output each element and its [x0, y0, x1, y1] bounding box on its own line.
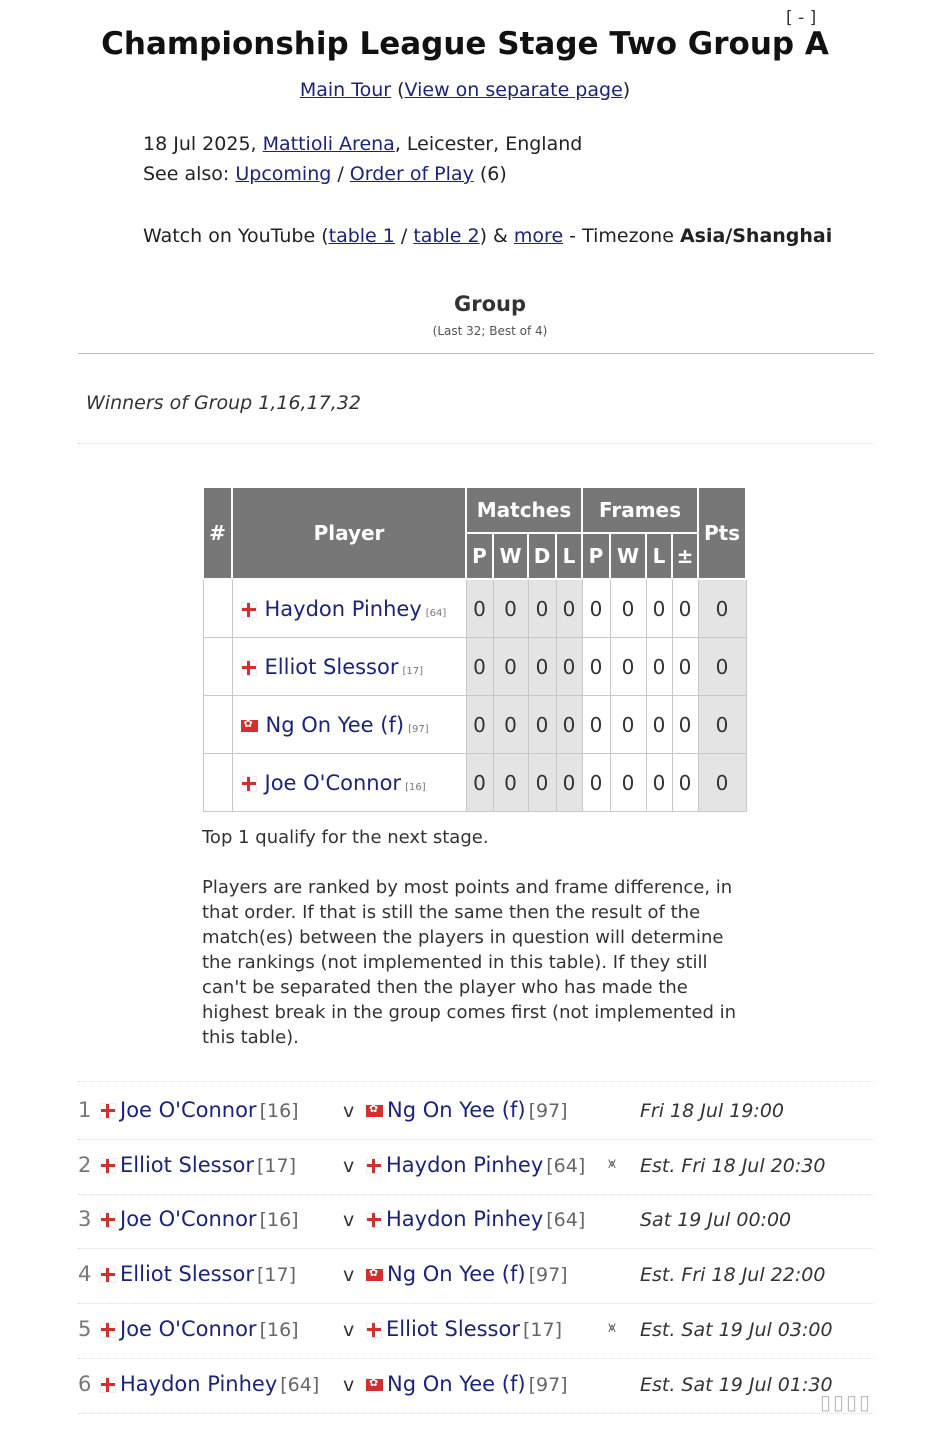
group-table [202, 486, 747, 812]
player-seed: [16] [259, 1318, 299, 1341]
player-seed: [64] [280, 1373, 320, 1396]
player-seed: [97] [408, 723, 429, 735]
match-row[interactable] [78, 1360, 874, 1414]
order-of-play-link[interactable]: Order of Play [349, 163, 474, 185]
stat-cell: 0 [493, 579, 528, 638]
table1-link[interactable]: table 1 [328, 225, 395, 247]
stat-cell: 0 [672, 579, 698, 638]
table-row [203, 696, 746, 754]
hong-kong-flag-icon [241, 720, 258, 732]
timezone-value: Asia/Shanghai [679, 225, 833, 247]
section-heading: Group [453, 292, 526, 316]
player-header: Player [232, 487, 466, 579]
stat-cell: 0 [556, 696, 582, 754]
table-row [203, 638, 746, 696]
table-row [203, 579, 746, 638]
stat-cell: 0 [646, 638, 672, 696]
england-flag-icon [100, 1267, 116, 1283]
player-one [100, 1153, 296, 1177]
frames-header: Frames [582, 487, 698, 533]
event-location: , Leicester, England [394, 133, 583, 155]
player-link[interactable]: Joe O'Connor [120, 1207, 257, 1232]
sub-header: W [610, 533, 646, 579]
player-link[interactable]: Elliot Slessor [386, 1316, 520, 1341]
stat-cell: 0 [672, 638, 698, 696]
match-time: Sat 19 Jul 00:00 [640, 1209, 792, 1232]
match-row[interactable] [78, 1141, 874, 1195]
divider [78, 443, 874, 444]
player-link[interactable]: Elliot Slessor [264, 654, 399, 679]
england-flag-icon [366, 1158, 382, 1174]
divider [78, 1081, 874, 1082]
stat-cell: 0 [610, 579, 646, 638]
subtitle: Main Tour (View on separate page) [299, 79, 631, 101]
england-flag-icon [100, 1377, 116, 1393]
player-seed: [97] [528, 1264, 568, 1287]
rank-cell [203, 638, 232, 696]
match-row[interactable] [78, 1086, 874, 1140]
sub-header: P [582, 533, 610, 579]
player-link[interactable]: Ng On Yee (f) [387, 1098, 526, 1122]
player-link[interactable]: Joe O'Connor [120, 1316, 257, 1341]
rank-cell [203, 579, 232, 638]
match-number: 1 [78, 1098, 92, 1122]
match-time: Est. Sat 19 Jul 01:30 [640, 1373, 833, 1396]
match-number: 4 [78, 1262, 92, 1287]
stat-cell: 0 [528, 638, 556, 696]
stat-cell: 0 [582, 579, 610, 638]
stat-cell: 0 [493, 696, 528, 754]
match-time: Est. Sat 19 Jul 03:00 [640, 1318, 833, 1341]
winners-note: Winners of Group 1,16,17,32 [86, 392, 361, 414]
player-link[interactable]: Ng On Yee (f) [387, 1262, 526, 1287]
player-seed: [64] [546, 1209, 586, 1232]
player-two [366, 1153, 585, 1177]
rank-cell [203, 754, 232, 812]
sub-header: D [528, 533, 556, 579]
points-cell: 0 [698, 638, 746, 696]
points-cell: 0 [698, 579, 746, 638]
page-title: Championship League Stage Two Group A [101, 26, 829, 62]
england-flag-icon [100, 1103, 116, 1119]
sub-header: ± [672, 533, 698, 579]
table2-link[interactable]: table 2 [413, 225, 480, 247]
england-flag-icon [241, 660, 257, 676]
stat-cell: 0 [672, 696, 698, 754]
hong-kong-flag-icon [366, 1379, 383, 1391]
player-seed: [17] [256, 1264, 296, 1287]
player-seed: [64] [546, 1154, 586, 1177]
player-link[interactable]: Joe O'Connor [264, 770, 402, 795]
match-number: 2 [78, 1152, 92, 1177]
watch-line: Watch on YouTube (table 1 / table 2) & more - Timezone Asia/Shanghai [143, 225, 833, 247]
stat-cell: 0 [556, 579, 582, 638]
player-two [366, 1372, 568, 1396]
player-two [366, 1207, 585, 1231]
versus-label: v [343, 1209, 355, 1232]
player-seed: [97] [528, 1373, 568, 1396]
sub-header: L [556, 533, 582, 579]
match-number: 5 [78, 1316, 92, 1341]
sub-header: W [493, 533, 528, 579]
table-icon: ⩙ [608, 1319, 616, 1336]
main-tour-link[interactable]: Main Tour [299, 79, 392, 101]
match-row[interactable] [78, 1250, 874, 1304]
player-one [100, 1372, 319, 1396]
upcoming-link[interactable]: Upcoming [235, 163, 332, 185]
player-two [366, 1098, 568, 1122]
player-seed: [17] [402, 665, 424, 677]
stat-cell: 0 [466, 754, 493, 812]
stat-cell: 0 [528, 696, 556, 754]
player-link[interactable]: Haydon Pinhey [264, 596, 422, 621]
match-time: Est. Fri 18 Jul 22:00 [640, 1264, 826, 1287]
player-link[interactable]: Ng On Yee (f) [387, 1371, 526, 1396]
player-link[interactable]: Haydon Pinhey [386, 1207, 544, 1232]
player-cell [232, 638, 466, 696]
matches-header: Matches [466, 487, 582, 533]
versus-label: v [343, 1318, 355, 1341]
player-one [100, 1262, 296, 1286]
stat-cell: 0 [556, 638, 582, 696]
england-flag-icon [100, 1322, 116, 1338]
title-row [0, 26, 930, 62]
stat-cell: 0 [528, 579, 556, 638]
player-link[interactable]: Elliot Slessor [120, 1152, 254, 1177]
player-one [100, 1098, 299, 1122]
player-cell [232, 754, 466, 812]
england-flag-icon [366, 1212, 382, 1228]
more-link[interactable]: more [513, 225, 564, 247]
match-number: 3 [78, 1207, 92, 1232]
pts-header: Pts [698, 487, 746, 579]
player-seed: [16] [259, 1209, 299, 1232]
england-flag-icon [100, 1158, 116, 1174]
player-seed: [97] [528, 1100, 568, 1122]
player-one [100, 1317, 299, 1341]
versus-label: v [343, 1264, 355, 1287]
table-row [203, 754, 746, 812]
divider [78, 1413, 874, 1414]
stat-cell: 0 [582, 696, 610, 754]
points-cell: 0 [698, 754, 746, 812]
stat-cell: 0 [582, 638, 610, 696]
player-seed: [17] [256, 1154, 296, 1177]
player-one [100, 1207, 299, 1231]
rank-cell [203, 696, 232, 754]
player-link[interactable]: Joe O'Connor [120, 1098, 257, 1122]
sub-header: L [646, 533, 672, 579]
see-also: See also: Upcoming / Order of Play (6) [143, 163, 507, 185]
rank-header: # [203, 487, 232, 579]
player-link[interactable]: Ng On Yee (f) [265, 712, 405, 737]
england-flag-icon [366, 1322, 382, 1338]
match-row[interactable] [78, 1195, 874, 1249]
stat-cell: 0 [466, 579, 493, 638]
player-cell [232, 696, 466, 754]
player-two [366, 1262, 568, 1286]
event-info [143, 133, 582, 155]
points-cell: 0 [698, 696, 746, 754]
stat-cell: 0 [672, 754, 698, 812]
player-two [366, 1317, 562, 1341]
sub-header: P [466, 533, 493, 579]
view-separate-page-link[interactable]: View on separate page [404, 79, 623, 101]
ranking-note: Players are ranked by most points and frame difference, in that order. If that is still the same then the result of the match(es) between the players in question will determine the rankings (not implemented in this table). If they still can't be separated then the player who has made the highest break in the group comes first (not implemented in this table). [202, 877, 737, 1048]
england-flag-icon [241, 776, 257, 792]
match-time: Est. Fri 18 Jul 20:30 [640, 1154, 826, 1177]
match-row[interactable] [78, 1305, 874, 1359]
collapse-toggle[interactable]: [ - ] [786, 8, 817, 28]
player-link[interactable]: Haydon Pinhey [386, 1152, 544, 1177]
stat-cell: 0 [646, 579, 672, 638]
stat-cell: 0 [582, 754, 610, 812]
stat-cell: 0 [610, 638, 646, 696]
stat-cell: 0 [528, 754, 556, 812]
england-flag-icon [100, 1212, 116, 1228]
stat-cell: 0 [466, 638, 493, 696]
watermark: ▯▯▯▯ [820, 1390, 873, 1414]
versus-label: v [343, 1154, 355, 1177]
hong-kong-flag-icon [366, 1269, 383, 1281]
player-seed: [64] [425, 607, 447, 619]
qualify-note: Top 1 qualify for the next stage. [202, 827, 489, 848]
player-seed: [16] [405, 781, 426, 793]
player-seed: [17] [522, 1318, 562, 1341]
section-subheading: (Last 32; Best of 4) [432, 324, 548, 338]
stat-cell: 0 [493, 754, 528, 812]
player-seed: [16] [259, 1100, 299, 1122]
hong-kong-flag-icon [366, 1105, 383, 1117]
stat-cell: 0 [556, 754, 582, 812]
player-cell [232, 579, 466, 638]
match-time: Fri 18 Jul 19:00 [640, 1100, 784, 1122]
stat-cell: 0 [646, 696, 672, 754]
section-divider [78, 353, 874, 354]
stat-cell: 0 [646, 754, 672, 812]
table-icon: ⩙ [608, 1155, 616, 1172]
stat-cell: 0 [466, 696, 493, 754]
venue-link[interactable]: Mattioli Arena [262, 133, 395, 155]
stat-cell: 0 [610, 754, 646, 812]
player-link[interactable]: Haydon Pinhey [120, 1371, 278, 1396]
event-date: 18 Jul 2025, [143, 133, 263, 155]
versus-label: v [343, 1100, 355, 1122]
stat-cell: 0 [493, 638, 528, 696]
versus-label: v [343, 1373, 355, 1396]
stat-cell: 0 [610, 696, 646, 754]
player-link[interactable]: Elliot Slessor [120, 1262, 254, 1287]
england-flag-icon [241, 602, 257, 618]
match-number: 6 [78, 1371, 92, 1396]
